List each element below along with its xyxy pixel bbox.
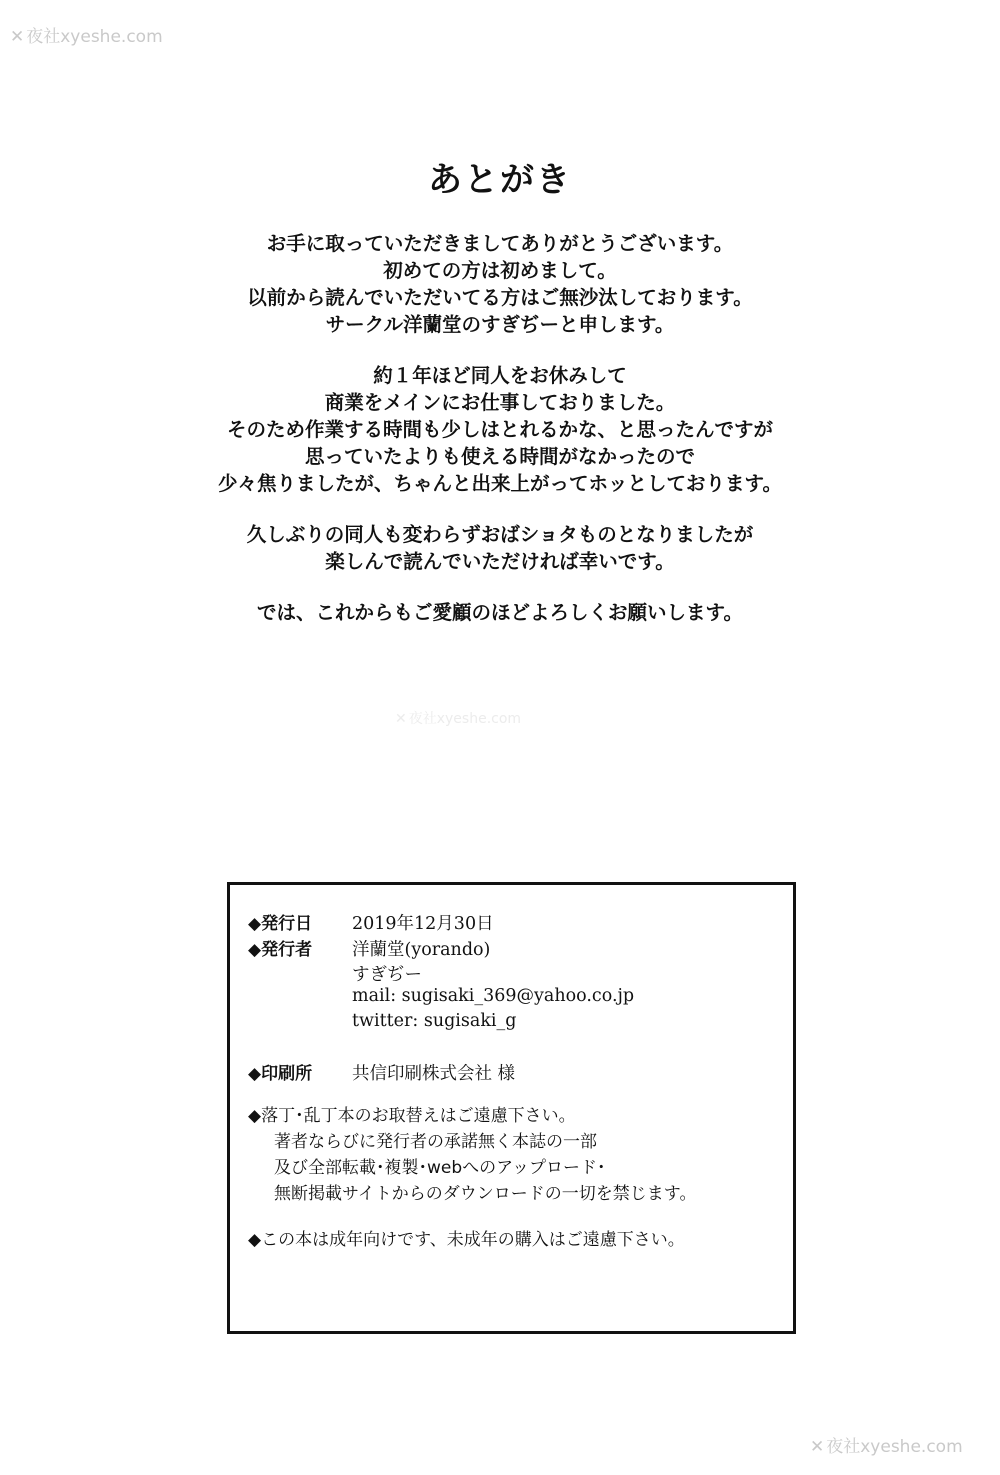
author-mail: mail: sugisaki_369@yahoo.co.jp [352, 986, 635, 1006]
notice-line: ◆落丁･乱丁本のお取替えはご遠慮下さい。 [248, 1106, 576, 1126]
afterword-line: では、これからもご愛顧のほどよろしくお願いします。 [257, 601, 743, 624]
afterword-paragraph [0, 599, 1000, 626]
notice-line: 無断掲載サイトからのダウンロードの一切を禁じます。 [274, 1184, 697, 1204]
notice-line: 及び全部転載･複製･webへのアップロード･ [274, 1158, 606, 1178]
publisher-name: 洋蘭堂(yorando) [352, 940, 491, 960]
publisher-row [248, 935, 490, 961]
afterword-line: 商業をメインにお仕事しておりました。 [324, 391, 676, 414]
issue-date-row [248, 909, 494, 935]
afterword-line: お手に取っていただきましてありがとうございます。 [266, 232, 734, 255]
afterword-line: そのため作業する時間も少しはとれるかな、と思ったんですが [226, 418, 773, 441]
afterword-line: 初めての方は初めまして。 [383, 259, 617, 282]
afterword-line: 少々焦りましたが、ちゃんと出来上がってホッとしております。 [218, 472, 782, 495]
author-twitter: twitter: sugisaki_g [352, 1011, 517, 1031]
afterword-paragraph [0, 230, 1000, 338]
issue-date-label: ◆発行日 [248, 914, 313, 934]
afterword-line: 久しぶりの同人も変わらずおばショタものとなりましたが [246, 523, 754, 546]
afterword-line: 以前から読んでいただいてる方はご無沙汰しております。 [247, 286, 753, 309]
afterword-paragraph [0, 362, 1000, 497]
watermark-top: ✕ 夜社xyeshe.com [10, 27, 163, 47]
colophon-box [227, 882, 796, 1334]
publisher-label: ◆発行者 [248, 940, 313, 960]
watermark-x-icon: ✕ [395, 711, 407, 727]
afterword-line: サークル洋蘭堂のすぎぢーと申します。 [325, 313, 675, 336]
afterword-paragraph [0, 521, 1000, 575]
notice-line: 著者ならびに発行者の承諾無く本誌の一部 [274, 1132, 597, 1152]
copyright-notice [248, 1103, 696, 1207]
age-notice: ◆この本は成年向けです、未成年の購入はご遠慮下さい。 [248, 1230, 685, 1250]
afterword-body [0, 230, 1000, 650]
afterword-line: 思っていたよりも使える時間がなかったので [304, 445, 695, 468]
watermark-x-icon: ✕ [10, 27, 25, 47]
author-name: すぎぢー [352, 965, 422, 985]
afterword-line: 約１年ほど同人をお休みして [373, 364, 627, 387]
printer-name: 共信印刷株式会社 様 [352, 1064, 516, 1084]
watermark-x-icon: ✕ [810, 1437, 825, 1457]
printer-label: ◆印刷所 [248, 1064, 313, 1084]
watermark-middle: ✕ 夜社xyeshe.com [395, 711, 522, 727]
page-title: あとがき [428, 160, 572, 200]
watermark-bottom: ✕ 夜社xyeshe.com [810, 1437, 963, 1457]
issue-date: 2019年12月30日 [352, 914, 494, 934]
printer-row [248, 1059, 515, 1085]
afterword-line: 楽しんで読んでいただければ幸いです。 [325, 550, 675, 573]
